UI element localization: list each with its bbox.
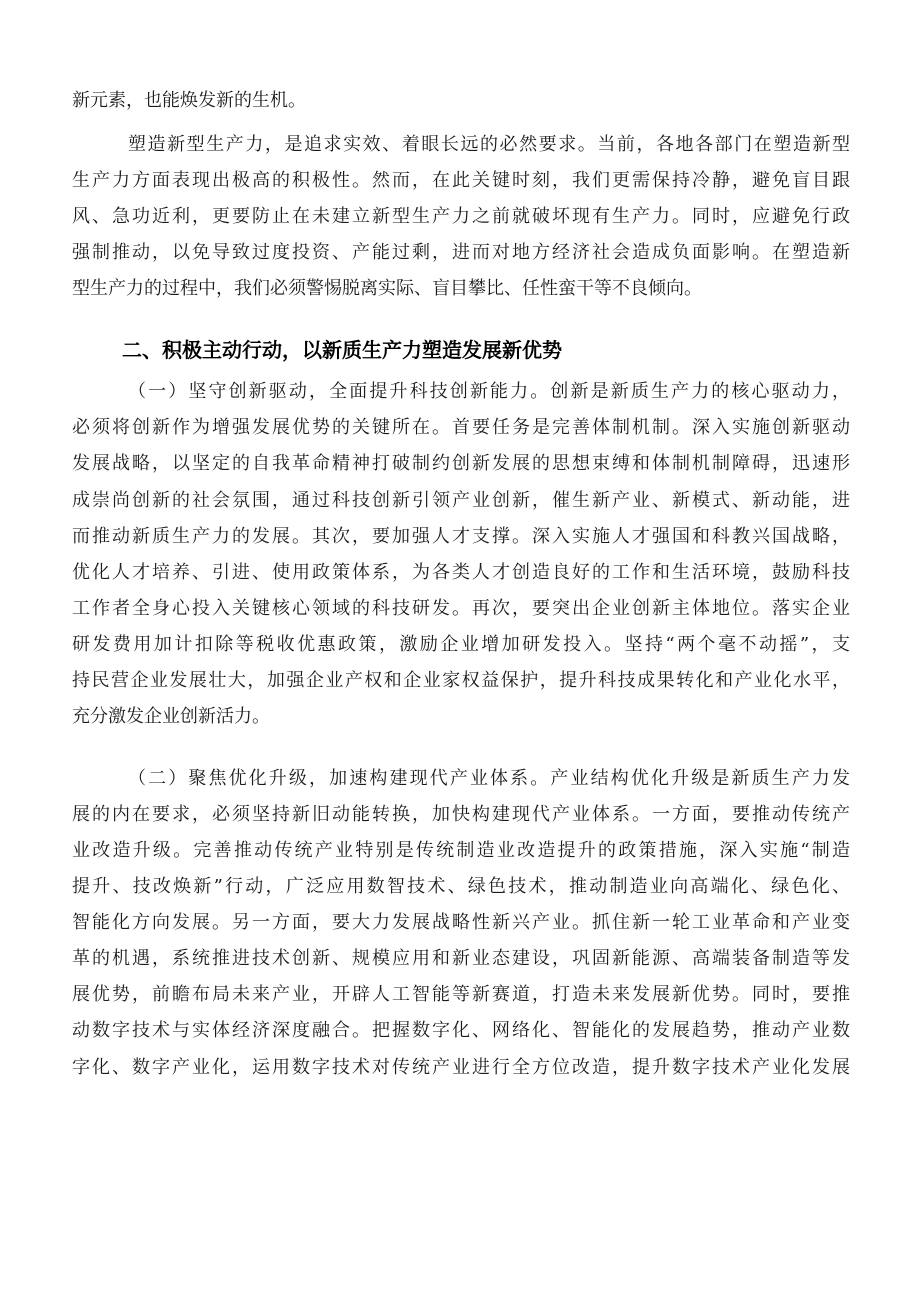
- text-line: 动数字技术与实体经济深度融合。把握数字化、网络化、智能化的发展趋势，推动产业数: [72, 1020, 850, 1041]
- text-line: 发展战略，以坚定的自我革命精神打破制约创新发展的思想束缚和体制机制障碍，迅速形: [72, 453, 850, 474]
- text-line: 成崇尚创新的社会氛围，通过科技创新引领产业创新，催生新产业、新模式、新动能，进: [72, 490, 850, 511]
- text-line: 必须将创新作为增强发展优势的关键所在。首要任务是完善体制机制。深入实施创新驱动: [72, 417, 850, 438]
- text-line: （二）聚焦优化升级，加速构建现代产业体系。产业结构优化升级是新质生产力发: [128, 768, 850, 789]
- text-line: 智能化方向发展。另一方面，要大力发展战略性新兴产业。抓住新一轮工业革命和产业变: [72, 912, 850, 933]
- text-line: 业改造升级。完善推动传统产业特别是传统制造业改造提升的政策措施，深入实施“制造: [72, 840, 850, 861]
- text-line: 展的内在要求，必须坚持新旧动能转换，加快构建现代产业体系。一方面，要推动传统产: [72, 804, 850, 825]
- text-line: 研发费用加计扣除等税收优惠政策，激励企业增加研发投入。坚持“两个毫不动摇”，支: [72, 634, 850, 655]
- text-line: 塑造新型生产力，是追求实效、着眼长远的必然要求。当前，各地各部门在塑造新型: [128, 134, 850, 155]
- text-line: （一）坚守创新驱动，全面提升科技创新能力。创新是新质生产力的核心驱动力，: [128, 381, 850, 402]
- text-line: 提升、技改焕新”行动，广泛应用数智技术、绿色技术，推动制造业向高端化、绿色化、: [72, 876, 850, 897]
- text-line: 展优势，前瞻布局未来产业，开辟人工智能等新赛道，打造未来发展新优势。同时，要推: [72, 984, 850, 1005]
- text-line: 风、急功近利，更要防止在未建立新型生产力之前就破坏现有生产力。同时，应避免行政: [72, 206, 850, 227]
- text-line: 优化人才培养、引进、使用政策体系，为各类人才创造良好的工作和生活环境，鼓励科技: [72, 562, 850, 583]
- text-line: 型生产力的过程中，我们必须警惕脱离实际、盲目攀比、任性蛮干等不良倾向。: [72, 278, 702, 299]
- text-line: 工作者全身心投入关键核心领域的科技研发。再次，要突出企业创新主体地位。落实企业: [72, 598, 850, 619]
- text-line: 强制推动，以免导致过度投资、产能过剩，进而对地方经济社会造成负面影响。在塑造新: [72, 242, 850, 263]
- text-line: 字化、数字产业化，运用数字技术对传统产业进行全方位改造，提升数字技术产业化发展: [72, 1057, 850, 1078]
- text-line: 新元素，也能焕发新的生机。: [72, 90, 306, 111]
- text-line: 持民营企业发展壮大，加强企业产权和企业家权益保护，提升科技成果转化和产业化水平，: [72, 670, 850, 691]
- text-line: 充分激发企业创新活力。: [72, 706, 270, 727]
- section-heading: 二、积极主动行动，以新质生产力塑造发展新优势: [122, 338, 562, 362]
- text-line: 生产力方面表现出极高的积极性。然而，在此关键时刻，我们更需保持冷静，避免盲目跟: [72, 170, 850, 191]
- text-line: 革的机遇，系统推进技术创新、规模应用和新业态建设，巩固新能源、高端装备制造等发: [72, 948, 850, 969]
- text-line: 而推动新质生产力的发展。其次，要加强人才支撑。深入实施人才强国和科教兴国战略，: [72, 526, 850, 547]
